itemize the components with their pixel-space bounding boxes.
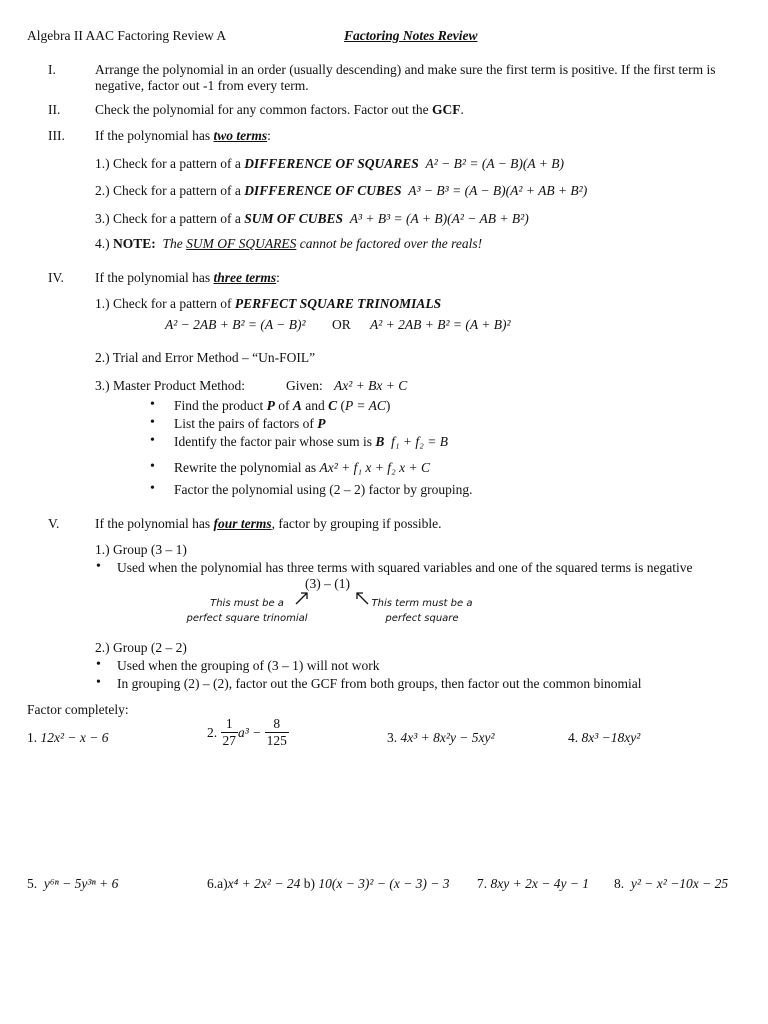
problem-2: 2. $\frac{1}{27}$ a³ − $\frac{8}{125}$ [207,716,287,749]
pst-formula-plus: A² + 2AB + B² = (A + B)² [370,317,511,332]
section-ii-text: Check the polynomial for any common factors. Factor out the GCF. [95,102,464,117]
pattern-difference-of-squares: 1.) Check for a pattern of a DIFFERENCE OF SQUARES A² − B² = (A − B)(A + B) [95,156,565,171]
worksheet-title: Algebra II AAC Factoring Review A [27,28,227,43]
sum-of-squares-note: 4.) NOTE: The SUM OF SQUARES cannot be factored over the reals! [95,236,483,251]
exercises-heading: Factor completely: [27,702,129,717]
mpm-step-group: Factor the polynomial using (2 – 2) factor by grouping. [174,482,473,497]
group-3-1-usage: Used when the polynomial has three terms with squared variables and one of the squared terms is negative [117,560,693,575]
annotation-perfect-square-trinomial: This must be a perfect square trinomial [186,598,308,624]
pattern-difference-of-cubes: 2.) Check for a pattern of a DIFFERENCE OF CUBES A³ − B³ = (A − B)(A² + AB + B²) [95,183,588,198]
section-iii-lead: If the polynomial has two terms: [95,128,271,143]
bullet-icon: • [150,433,155,448]
problem-8: 8. y² − x² −10x − 25 [614,876,729,891]
problem-5: 5. y⁶ⁿ − 5y³ⁿ + 6 [27,876,119,891]
group-3-1-pattern: (3) – (1) [305,576,350,591]
trial-and-error-method: 2.) Trial and Error Method – “Un-FOIL” [95,350,316,365]
pst-formula-minus: A² − 2AB + B² = (A − B)² [165,317,306,332]
section-i-text: Arrange the polynomial in an order (usually descending) and make sure the first term is positive. If the first term is negative, factor out -1 from every term. [95,62,716,93]
section-v-lead: If the polynomial has four terms, factor by grouping if possible. [95,516,442,531]
section-number-i: I. [48,62,56,77]
problem-3: 3. 4x³ + 8x²y − 5xy² [387,730,495,745]
problem-4: 4. 8x³ −18xy² [568,730,641,745]
bullet-icon: • [96,657,101,672]
mpm-step-list-pairs: List the pairs of factors of P [174,416,326,431]
bullet-icon: • [96,559,101,574]
master-product-given: Given: [286,378,323,393]
annotation-perfect-square: This term must be a perfect square [371,598,473,624]
section-number-iii: III. [48,128,65,143]
mpm-step-rewrite: Rewrite the polynomial as Ax² + f₁ x + f₂ x + C [174,460,430,475]
mpm-step-identify-pair: Identify the factor pair whose sum is B f₁ + f₂ = B [174,434,448,449]
section-iv-lead: If the polynomial has three terms: [95,270,280,285]
problem-1: 1. 12x² − x − 6 [27,730,109,745]
problem-6: 6.a)x⁴ + 2x² − 24 b) 10(x − 3)² − (x − 3) − 3 [207,876,450,891]
bullet-icon: • [150,459,155,474]
master-product-formula: Ax² + Bx + C [334,378,408,393]
bullet-icon: • [150,397,155,412]
perfect-square-trinomial-check: 1.) Check for a pattern of PERFECT SQUARE TRINOMIALS [95,296,442,311]
problem-7: 7. 8xy + 2x − 4y − 1 [477,876,590,891]
section-number-v: V. [48,516,60,531]
group-2-2-method: In grouping (2) – (2), factor out the GCF from both groups, then factor out the common binomial [117,676,642,691]
group-3-1-label: 1.) Group (3 – 1) [95,542,187,557]
bullet-icon: • [96,675,101,690]
notes-title: Factoring Notes Review [344,28,478,43]
group-2-2-label: 2.) Group (2 – 2) [95,640,187,655]
bullet-icon: • [150,415,155,430]
group-2-2-usage: Used when the grouping of (3 – 1) will not work [117,658,380,673]
section-number-ii: II. [48,102,61,117]
bullet-icon: • [150,481,155,496]
pst-or: OR [332,317,351,332]
master-product-method: 3.) Master Product Method: [95,378,245,393]
section-number-iv: IV. [48,270,64,285]
mpm-step-find-product: Find the product P of A and C (P = AC) [174,398,391,413]
pattern-sum-of-cubes: 3.) Check for a pattern of a SUM OF CUBES A³ + B³ = (A + B)(A² − AB + B²) [95,211,529,226]
